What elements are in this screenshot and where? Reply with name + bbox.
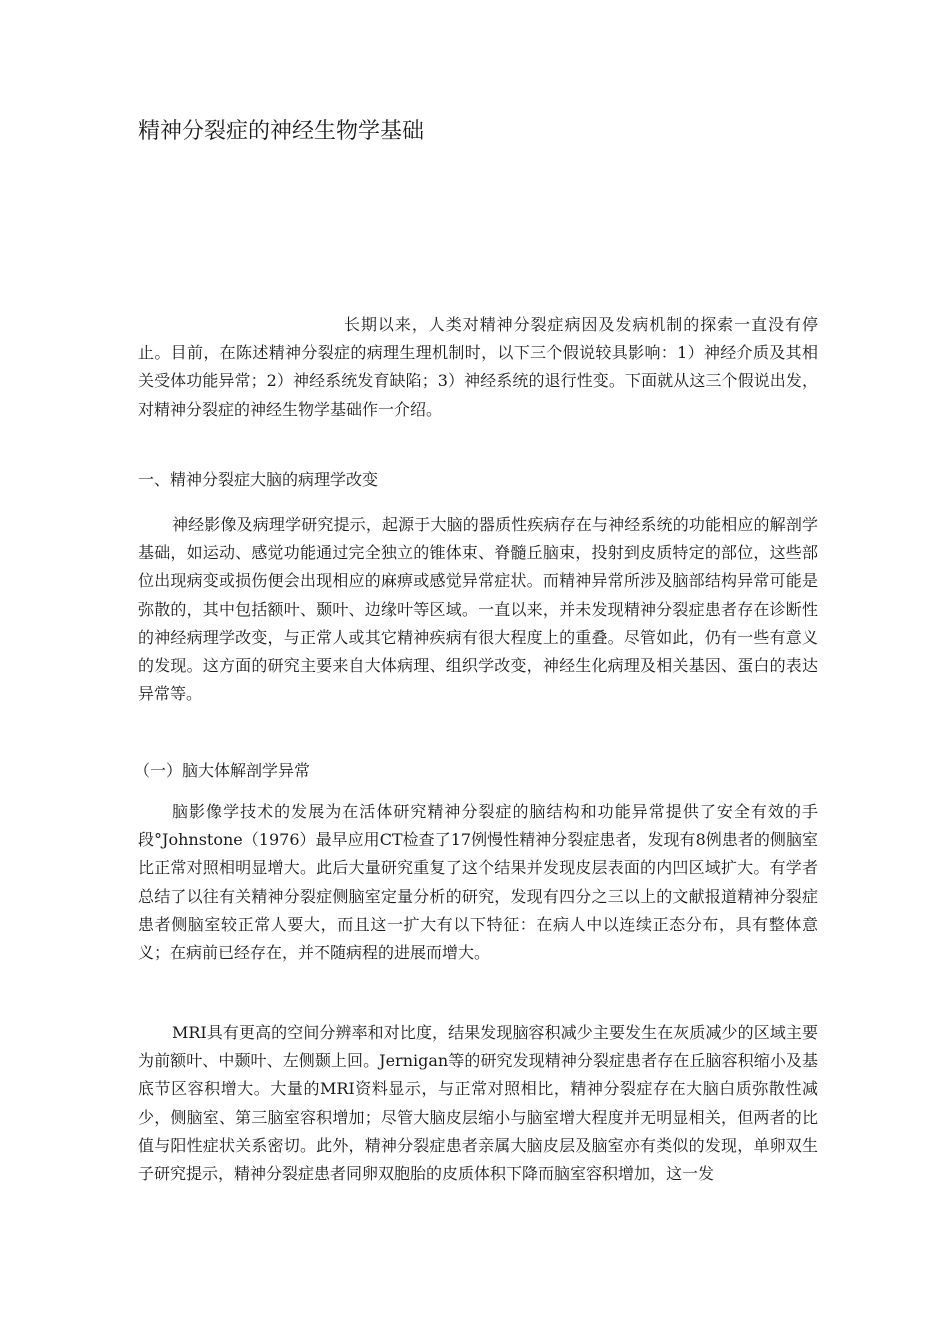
subsection-1-paragraph-1: 脑影像学技术的发展为在活体研究精神分裂症的脑结构和功能异常提供了安全有效的手段°Johnstone（1976）最早应用CT检查了17例慢性精神分裂症患者，发现有8例患者的侧脑室比正常对照相明显增大。此后大量研究重复了这个结果并发现皮层表面的内凹区域扩大。有学者总结了以往有关精神分裂症侧脑室定量分析的研究，发现有四分之三以上的文献报道精神分裂症患者侧脑室较正常人要大，而且这一扩大有以下特征：在病人中以连续正态分布，具有整体意义；在病前已经存在，并不随病程的进展而增大。 [138, 802, 818, 963]
section-1-heading-block [138, 466, 818, 494]
subsection-1-heading-block [134, 757, 818, 785]
section-1-heading: 一、精神分裂症大脑的病理学改变 [138, 470, 379, 489]
section-1-block [138, 511, 818, 708]
section-1-paragraph: 神经影像及病理学研究提示，起源于大脑的器质性疾病存在与神经系统的功能相应的解剖学基础，如运动、感觉功能通过完全独立的锥体束、脊髓丘脑束，投射到皮质特定的部位，这些部位出现病变或损伤便会出现相应的麻痹或感觉异常症状。而精神异常所涉及脑部结构异常可能是弥散的，其中包括额叶、颞叶、边缘叶等区域。一直以来，并未发现精神分裂症患者存在诊断性的神经病理学改变，与正常人或其它精神疾病有很大程度上的重叠。尽管如此，仍有一些有意义的发现。这方面的研究主要来自大体病理、组织学改变，神经生化病理及相关基因、蛋白的表达异常等。 [138, 515, 818, 704]
subsection-1-paragraph-2: MRI具有更高的空间分辨率和对比度，结果发现脑容积减少主要发生在灰质减少的区域主要为前额叶、中颞叶、左侧颞上回。Jernigan等的研究发现精神分裂症患者存在丘脑容积缩小及基底节区容积增大。大量的MRI资料显示，与正常对照相比，精神分裂症存在大脑白质弥散性减少，侧脑室、第三脑室容积增加；尽管大脑皮层缩小与脑室增大程度并无明显相关，但两者的比值与阳性症状关系密切。此外，精神分裂症患者亲属大脑皮层及脑室亦有类似的发现，单卵双生子研究提示，精神分裂症患者同卵双胞胎的皮质体积下降而脑室容积增加，这一发 [138, 1023, 818, 1184]
document-title: 精神分裂症的神经生物学基础 [138, 119, 425, 144]
subsection-1-block-2 [138, 1019, 818, 1188]
subsection-1-heading: （一）脑大体解剖学异常 [134, 761, 311, 780]
subsection-1-block-1 [138, 798, 818, 967]
intro-block [138, 311, 818, 424]
intro-paragraph: 长期以来，人类对精神分裂症病因及发病机制的探索一直没有停止。目前，在陈述精神分裂症的病理生理机制时，以下三个假说较具影响：1）神经介质及其相关受体功能异常；2）神经系统发育缺陷；3）神经系统的退行性变。下面就从这三个假说出发，对精神分裂症的神经生物学基础作一介绍。 [138, 315, 818, 419]
